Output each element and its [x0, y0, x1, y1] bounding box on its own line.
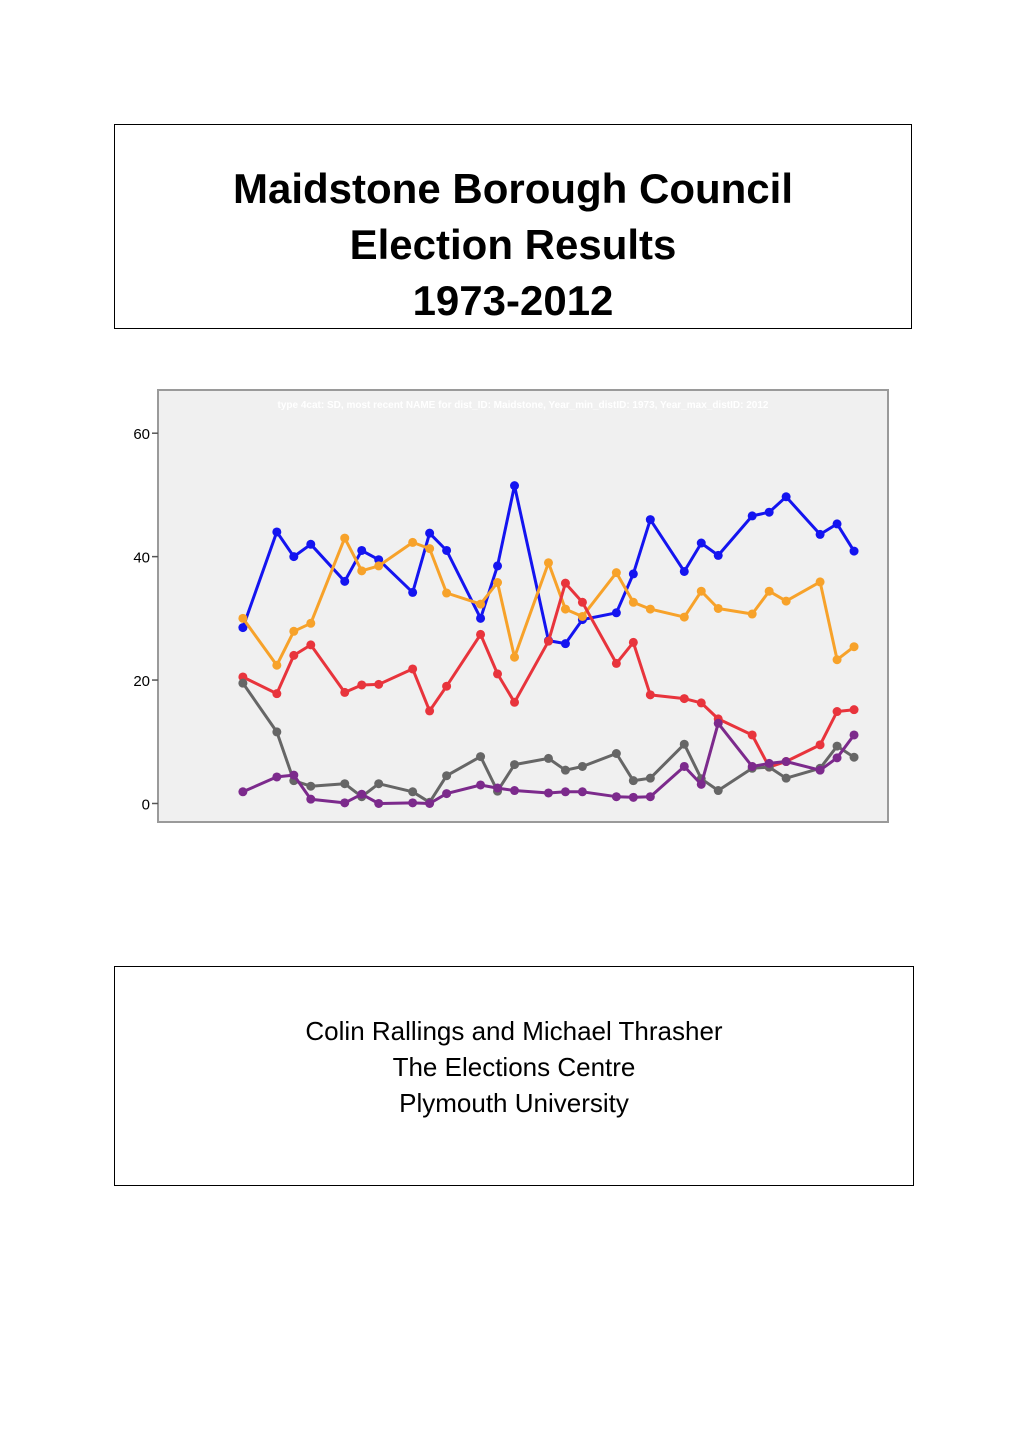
series-point-1 [493, 561, 502, 570]
series-point-4 [272, 727, 281, 736]
series-point-5 [238, 787, 247, 796]
series-point-2 [408, 538, 417, 547]
series-point-5 [612, 792, 621, 801]
series-point-5 [408, 798, 417, 807]
series-point-2 [629, 598, 638, 607]
y-tick-label: 20 [133, 673, 150, 691]
series-point-2 [272, 661, 281, 670]
series-point-2 [765, 587, 774, 596]
series-point-2 [289, 627, 298, 636]
series-point-3 [306, 640, 315, 649]
series-point-2 [374, 561, 383, 570]
series-point-2 [748, 610, 757, 619]
series-point-3 [646, 690, 655, 699]
series-point-2 [646, 605, 655, 614]
series-point-3 [561, 579, 570, 588]
series-point-4 [714, 786, 723, 795]
series-point-4 [442, 771, 451, 780]
series-point-3 [425, 706, 434, 715]
series-point-4 [340, 779, 349, 788]
series-point-3 [612, 659, 621, 668]
series-point-4 [833, 742, 842, 751]
series-point-3 [748, 730, 757, 739]
series-point-3 [544, 637, 553, 646]
series-point-2 [425, 544, 434, 553]
series-point-1 [425, 529, 434, 538]
series-point-3 [680, 694, 689, 703]
series-point-5 [748, 762, 757, 771]
series-point-5 [850, 730, 859, 739]
series-point-3 [340, 688, 349, 697]
y-tick-label: 60 [133, 426, 150, 444]
authors: Colin Rallings and Michael Thrasher [305, 1016, 723, 1046]
series-point-2 [493, 578, 502, 587]
series-point-4 [510, 760, 519, 769]
series-point-3 [850, 705, 859, 714]
series-point-2 [697, 587, 706, 596]
series-point-1 [476, 614, 485, 623]
series-point-5 [340, 798, 349, 807]
series-point-2 [612, 568, 621, 577]
series-point-5 [510, 786, 519, 795]
series-point-5 [578, 787, 587, 796]
series-point-4 [612, 749, 621, 758]
series-point-5 [714, 719, 723, 728]
series-point-1 [714, 551, 723, 560]
university: Plymouth University [399, 1088, 629, 1118]
series-point-2 [680, 613, 689, 622]
series-point-2 [833, 655, 842, 664]
series-point-2 [561, 605, 570, 614]
series-point-2 [782, 597, 791, 606]
series-point-3 [697, 698, 706, 707]
series-point-4 [646, 774, 655, 783]
series-point-2 [510, 653, 519, 662]
series-point-5 [833, 753, 842, 762]
series-point-3 [408, 664, 417, 673]
y-tick-label: 40 [133, 549, 150, 567]
series-point-2 [238, 614, 247, 623]
series-point-4 [476, 752, 485, 761]
series-point-3 [510, 698, 519, 707]
series-point-1 [561, 639, 570, 648]
series-point-5 [493, 784, 502, 793]
series-point-1 [680, 567, 689, 576]
series-point-1 [272, 527, 281, 536]
series-point-5 [442, 789, 451, 798]
series-point-1 [850, 547, 859, 556]
chart-svg [120, 380, 900, 830]
title-line-3: 1973-2012 [412, 277, 614, 324]
series-point-1 [646, 515, 655, 524]
series-point-4 [408, 787, 417, 796]
series-point-1 [612, 608, 621, 617]
series-point-3 [493, 669, 502, 678]
series-point-4 [578, 762, 587, 771]
series-point-1 [697, 539, 706, 548]
series-point-2 [476, 600, 485, 609]
series-point-5 [425, 799, 434, 808]
author-box [114, 966, 914, 1186]
series-point-1 [357, 546, 366, 555]
series-point-5 [782, 757, 791, 766]
series-point-3 [374, 680, 383, 689]
series-point-4 [306, 782, 315, 791]
series-point-3 [272, 689, 281, 698]
series-point-2 [714, 604, 723, 613]
series-point-5 [544, 788, 553, 797]
series-point-1 [748, 511, 757, 520]
series-point-2 [544, 558, 553, 567]
plot-area [158, 390, 888, 822]
series-point-3 [578, 598, 587, 607]
series-point-1 [408, 588, 417, 597]
series-point-5 [289, 771, 298, 780]
series-point-5 [272, 772, 281, 781]
series-point-1 [765, 508, 774, 517]
series-point-1 [782, 492, 791, 501]
series-point-2 [306, 619, 315, 628]
series-point-1 [816, 530, 825, 539]
series-point-3 [289, 651, 298, 660]
series-point-1 [510, 481, 519, 490]
series-point-3 [476, 630, 485, 639]
series-point-5 [374, 799, 383, 808]
institution: The Elections Centre [392, 1052, 636, 1082]
series-point-3 [816, 740, 825, 749]
series-point-1 [442, 546, 451, 555]
series-point-5 [697, 780, 706, 789]
series-point-4 [850, 753, 859, 762]
y-tick-label: 0 [141, 796, 150, 814]
series-point-5 [629, 793, 638, 802]
series-point-5 [765, 759, 774, 768]
series-point-3 [357, 680, 366, 689]
title-line-2: Election Results [349, 221, 677, 268]
series-point-5 [357, 790, 366, 799]
series-point-2 [816, 577, 825, 586]
series-point-5 [561, 787, 570, 796]
series-point-2 [442, 589, 451, 598]
title-line-1: Maidstone Borough Council [233, 165, 793, 212]
series-point-5 [476, 780, 485, 789]
series-point-1 [833, 519, 842, 528]
series-point-5 [306, 795, 315, 804]
series-point-3 [833, 707, 842, 716]
series-point-3 [442, 682, 451, 691]
series-point-1 [340, 577, 349, 586]
series-point-5 [680, 762, 689, 771]
series-point-2 [850, 642, 859, 651]
series-point-5 [816, 766, 825, 775]
title-box [114, 124, 912, 329]
series-point-2 [340, 534, 349, 543]
series-point-5 [646, 792, 655, 801]
series-point-4 [561, 766, 570, 775]
series-point-4 [629, 776, 638, 785]
series-point-1 [289, 552, 298, 561]
series-point-4 [544, 754, 553, 763]
series-point-1 [629, 569, 638, 578]
series-point-4 [782, 774, 791, 783]
line-chart [120, 380, 900, 830]
series-point-2 [357, 566, 366, 575]
series-point-4 [238, 679, 247, 688]
series-point-4 [680, 740, 689, 749]
series-point-2 [578, 612, 587, 621]
chart-watermark: type 4cat: SD, most recent NAME for dist_ID: Maidstone, Year_min_distID: 1973, Year_max_distID: 2012 [277, 400, 769, 411]
series-point-1 [306, 540, 315, 549]
series-point-3 [629, 638, 638, 647]
series-point-4 [374, 779, 383, 788]
